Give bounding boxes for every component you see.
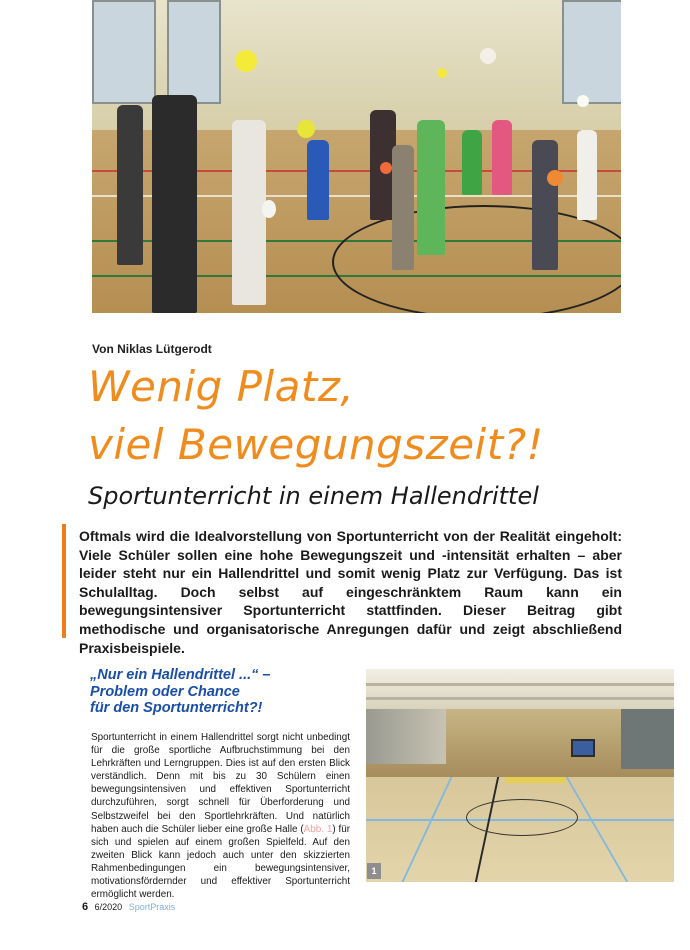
magazine-name: SportPraxis	[128, 902, 176, 912]
issue-label: 6/2020	[94, 902, 123, 912]
hero-photo-gym-class	[92, 0, 621, 313]
figure-number-badge: 1	[367, 863, 381, 879]
subtitle: Sportunterricht in einem Hallendrittel	[88, 482, 539, 510]
lead-paragraph: Oftmals wird die Idealvorstellung von Sportunterricht von der Realität eingeholt: Viele Schüler sollen eine hohe Bewegungszeit und -intensität erhalten – aber leider steht nur ein Hallendrittel und somit wenig Platz zur Verfügung. Das ist Schulalltag. Doch selbst auf eingeschränktem Raum kann ein bewegungsintensiver Sportunterricht stattfinden. Dieser Beitrag gibt methodische und organisatorische Anregungen dafür und zeigt abschließend Praxisbeispiele.	[79, 528, 622, 656]
page-footer	[82, 901, 175, 913]
page-number: 6	[82, 901, 89, 913]
body-paragraph	[91, 731, 350, 901]
section-heading-line-2: Problem oder Chance	[90, 683, 240, 700]
body-text-part-2: ) für sich und spielen auf einem großen Spielfeld. Auf den zweiten Blick kann jedoch auch unter den skizzierten Rahmenbedingungen ein bewegungsintensiver, motivationsfördernder und effektiver Sportunterricht ermöglicht werden.	[91, 823, 350, 901]
empty-gym-hall-photo	[366, 669, 674, 882]
figure-reference-link[interactable]: Abb. 1	[303, 823, 333, 835]
author-byline: Von Niklas Lütgerodt	[92, 342, 212, 356]
headline-line-1: Wenig Platz,	[88, 362, 355, 411]
headline-line-2: viel Bewegungszeit?!	[88, 420, 544, 469]
section-heading	[90, 667, 340, 717]
body-text-part-1: Sportunterricht in einem Hallendrittel sorgt nicht unbedingt für die große sportliche Aufbruchstimmung bei den Lehrkräften und Lerngruppen. Dies ist auf den ersten Blick verständlich. Denn mit bis zu 30 Schülern einen bewegungsintensiven und effektiven Sportunterricht durchzuführen, sorgt schnell für Überforderung und Selbstzweifel bei den Sportlehrkräften. Und natürlich haben auch die Schüler lieber eine große Halle (	[91, 732, 350, 835]
section-heading-line-3: für den Sportunterricht?!	[90, 700, 263, 716]
section-heading-line-1: „Nur ein Hallendrittel ...“ –	[90, 667, 271, 683]
lead-accent-bar	[62, 524, 66, 638]
